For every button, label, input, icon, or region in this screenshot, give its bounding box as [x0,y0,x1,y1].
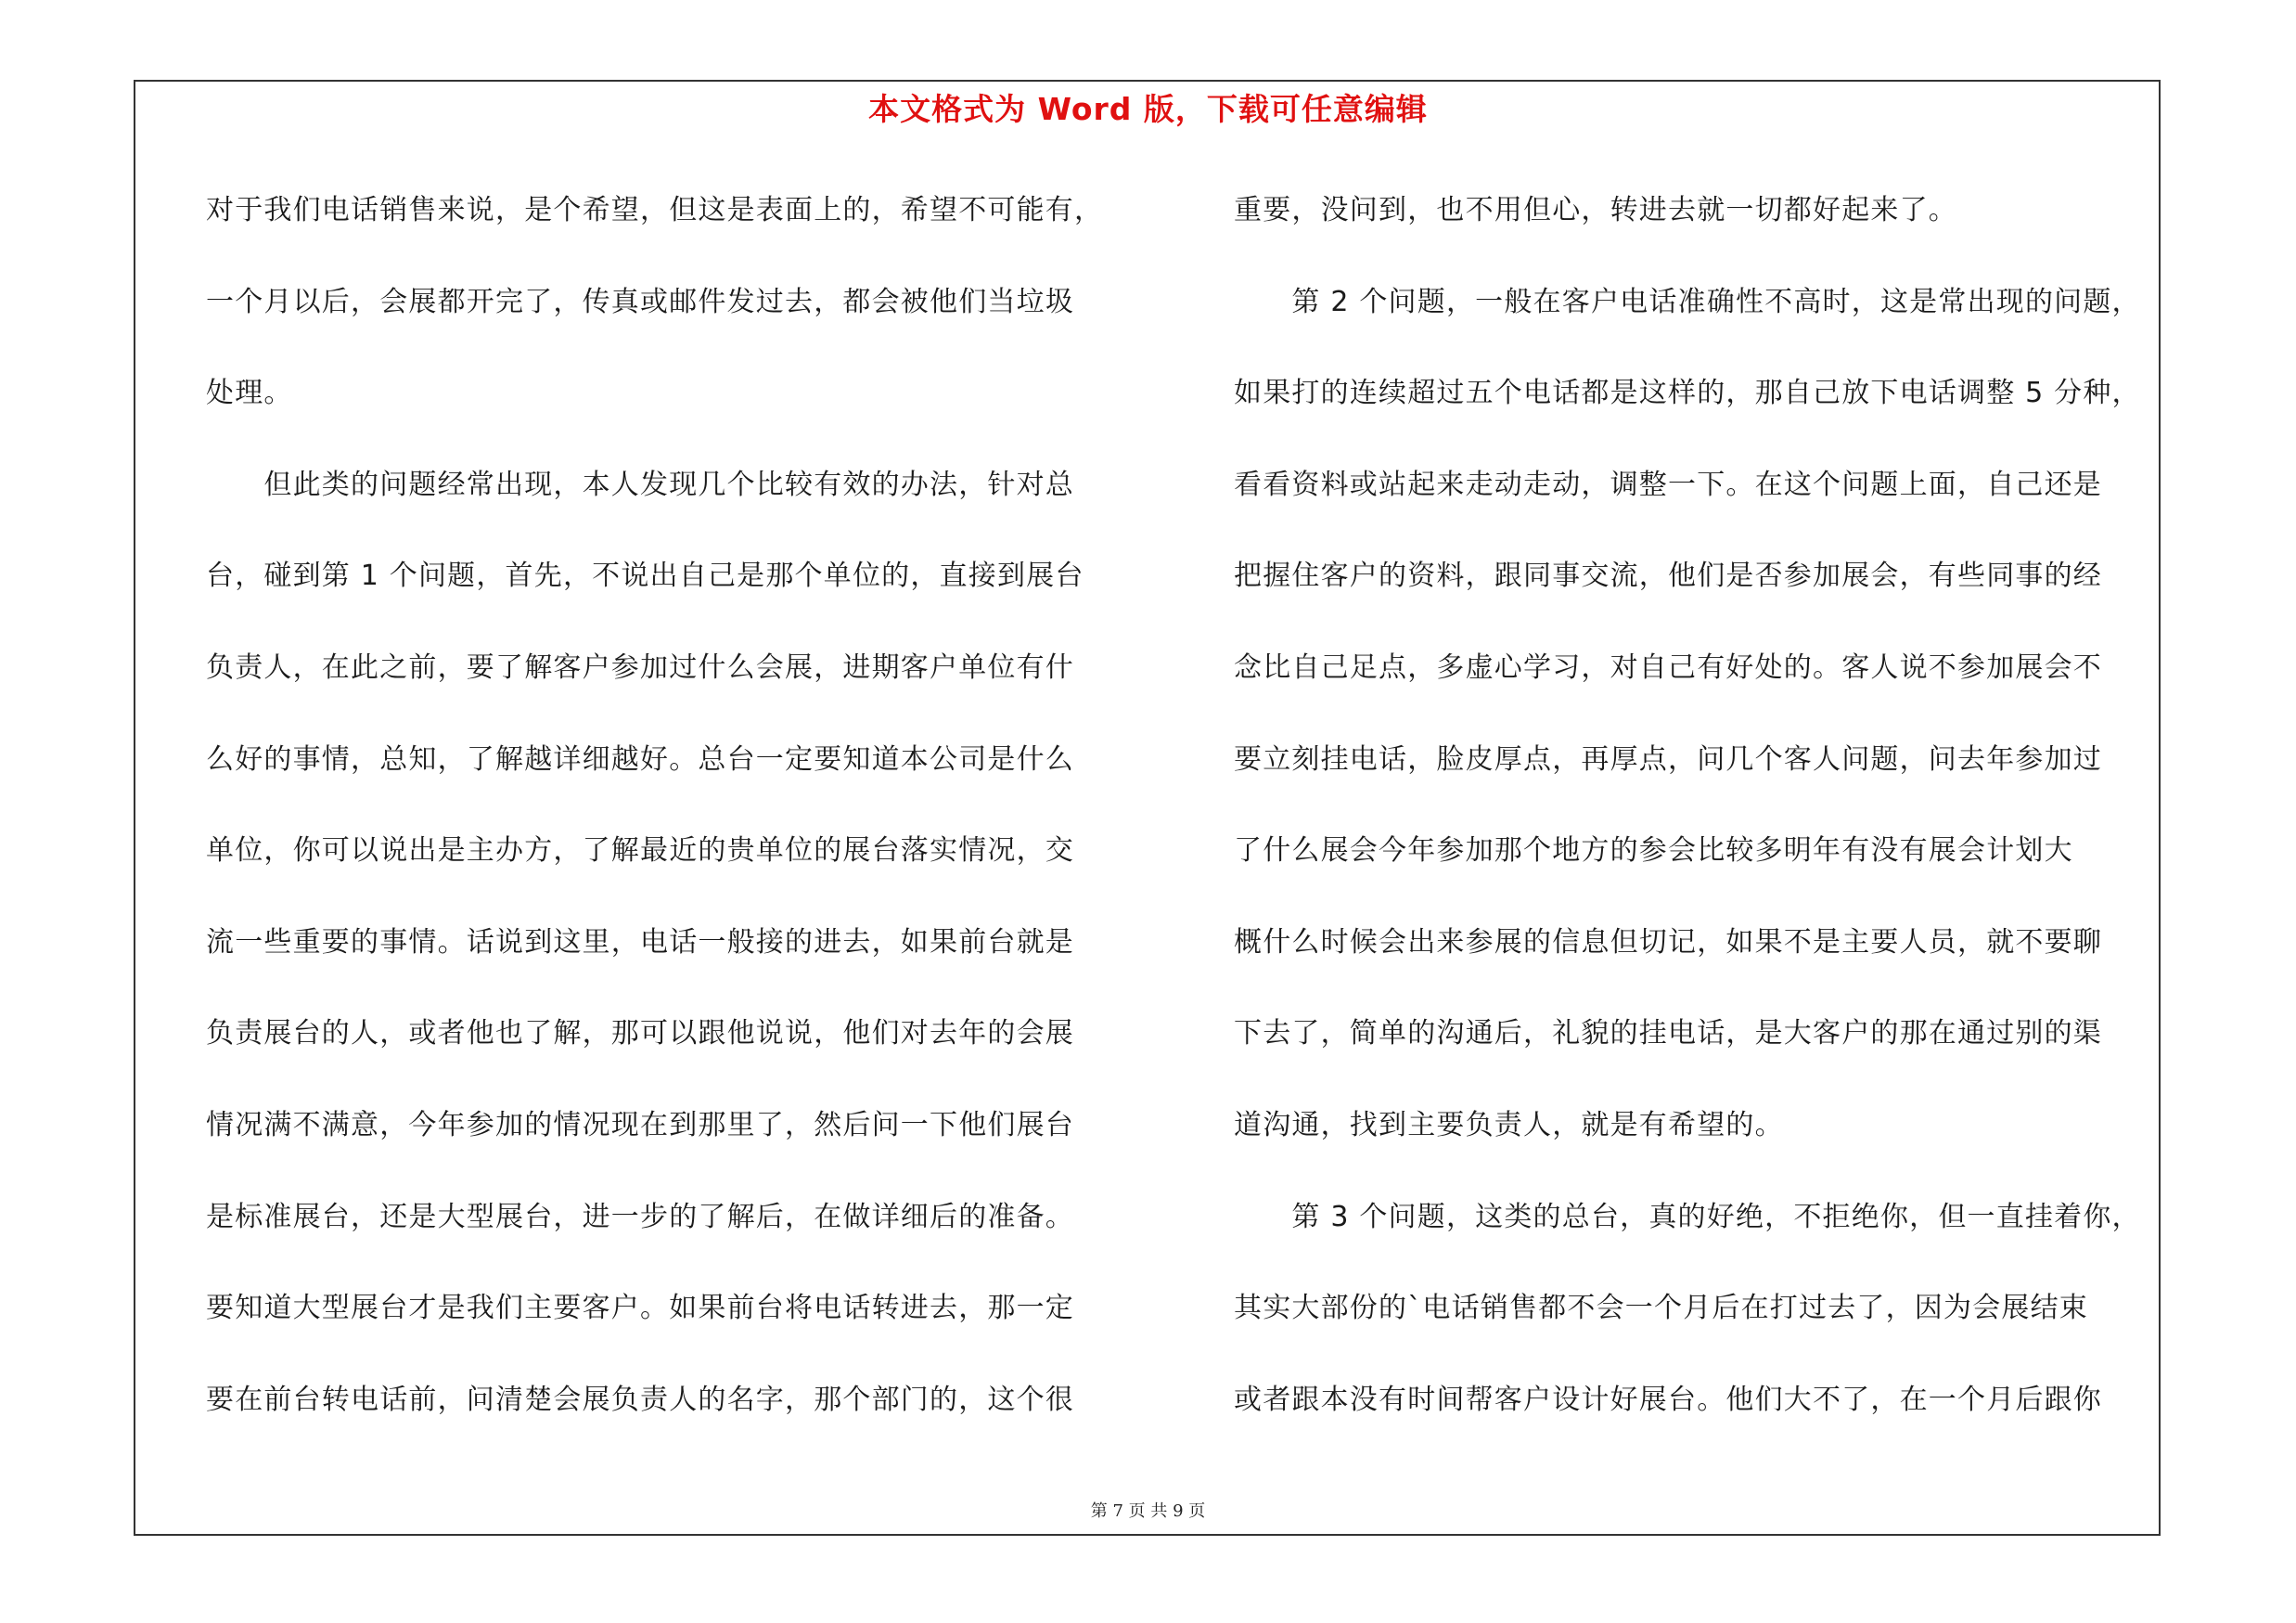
text-line: 看看资料或站起来走动走动，调整一下。在这个问题上面，自己还是 [1234,468,2102,501]
page-number: 第 7 页 共 9 页 [1090,1501,1206,1521]
text-line: 要知道大型展台才是我们主要客户。如果前台将电话转进去，那一定 [206,1292,1074,1325]
text-line: 单位，你可以说出是主办方，了解最近的贵单位的展台落实情况，交 [206,834,1074,868]
text-line: 负责人，在此之前，要了解客户参加过什么会展，进期客户单位有什 [206,650,1074,684]
left-column [206,186,1152,1466]
text-line: 但此类的问题经常出现，本人发现几个比较有效的办法，针对总 [206,468,1074,501]
text-line: 第 3 个问题，这类的总台，真的好绝，不拒绝你，但一直挂着你， [1234,1200,2141,1233]
text-line: 处理。 [206,377,293,410]
right-column [1234,186,2180,1466]
text-line: 其实大部份的`电话销售都不会一个月后在打过去了，因为会展结束 [1234,1292,2088,1325]
text-line: 情况满不满意，今年参加的情况现在到那里了，然后问一下他们展台 [206,1108,1074,1141]
text-line: 把握住客户的资料，跟同事交流，他们是否参加展会，有些同事的经 [1234,560,2102,593]
text-line: 对于我们电话销售来说，是个希望，但这是表面上的，希望不可能有， [206,194,1104,226]
text-line: 道沟通，找到主要负责人，就是有希望的。 [1234,1108,1784,1141]
text-line: 如果打的连续超过五个电话都是这样的，那自己放下电话调整 5 分种， [1234,377,2141,410]
format-banner: 本文格式为 Word 版，下载可任意编辑 [868,91,1428,127]
text-line: 念比自己足点，多虚心学习，对自己有好处的。客人说不参加展会不 [1234,650,2102,684]
text-line: 了什么展会今年参加那个地方的参会比较多明年有没有展会计划大 [1234,834,2073,868]
text-line: 要在前台转电话前，问清楚会展负责人的名字，那个部门的，这个很 [206,1383,1074,1416]
text-line: 概什么时候会出来参展的信息但切记，如果不是主要人员，就不要聊 [1234,925,2102,959]
text-line: 或者跟本没有时间帮客户设计好展台。他们大不了，在一个月后跟你 [1234,1383,2102,1416]
text-line: 下去了，简单的沟通后，礼貌的挂电话，是大客户的那在通过别的渠 [1234,1017,2102,1050]
text-line: 一个月以后，会展都开完了，传真或邮件发过去，都会被他们当垃圾 [206,285,1074,318]
text-line: 负责展台的人，或者他也了解，那可以跟他说说，他们对去年的会展 [206,1017,1074,1050]
text-line: 是标准展台，还是大型展台，进一步的了解后，在做详细后的准备。 [206,1200,1074,1233]
text-line: 流一些重要的事情。话说到这里，电话一般接的进去，如果前台就是 [206,925,1074,959]
text-line: 台，碰到第 1 个问题，首先，不说出自己是那个单位的，直接到展台 [206,560,1084,593]
text-line: 么好的事情，总知，了解越详细越好。总台一定要知道本公司是什么 [206,742,1074,776]
text-line: 第 2 个问题，一般在客户电话准确性不高时，这是常出现的问题， [1234,285,2141,318]
text-line: 要立刻挂电话，脸皮厚点，再厚点，问几个客人问题，问去年参加过 [1234,742,2102,776]
text-line: 重要，没问到，也不用但心，转进去就一切都好起来了。 [1234,194,1957,226]
